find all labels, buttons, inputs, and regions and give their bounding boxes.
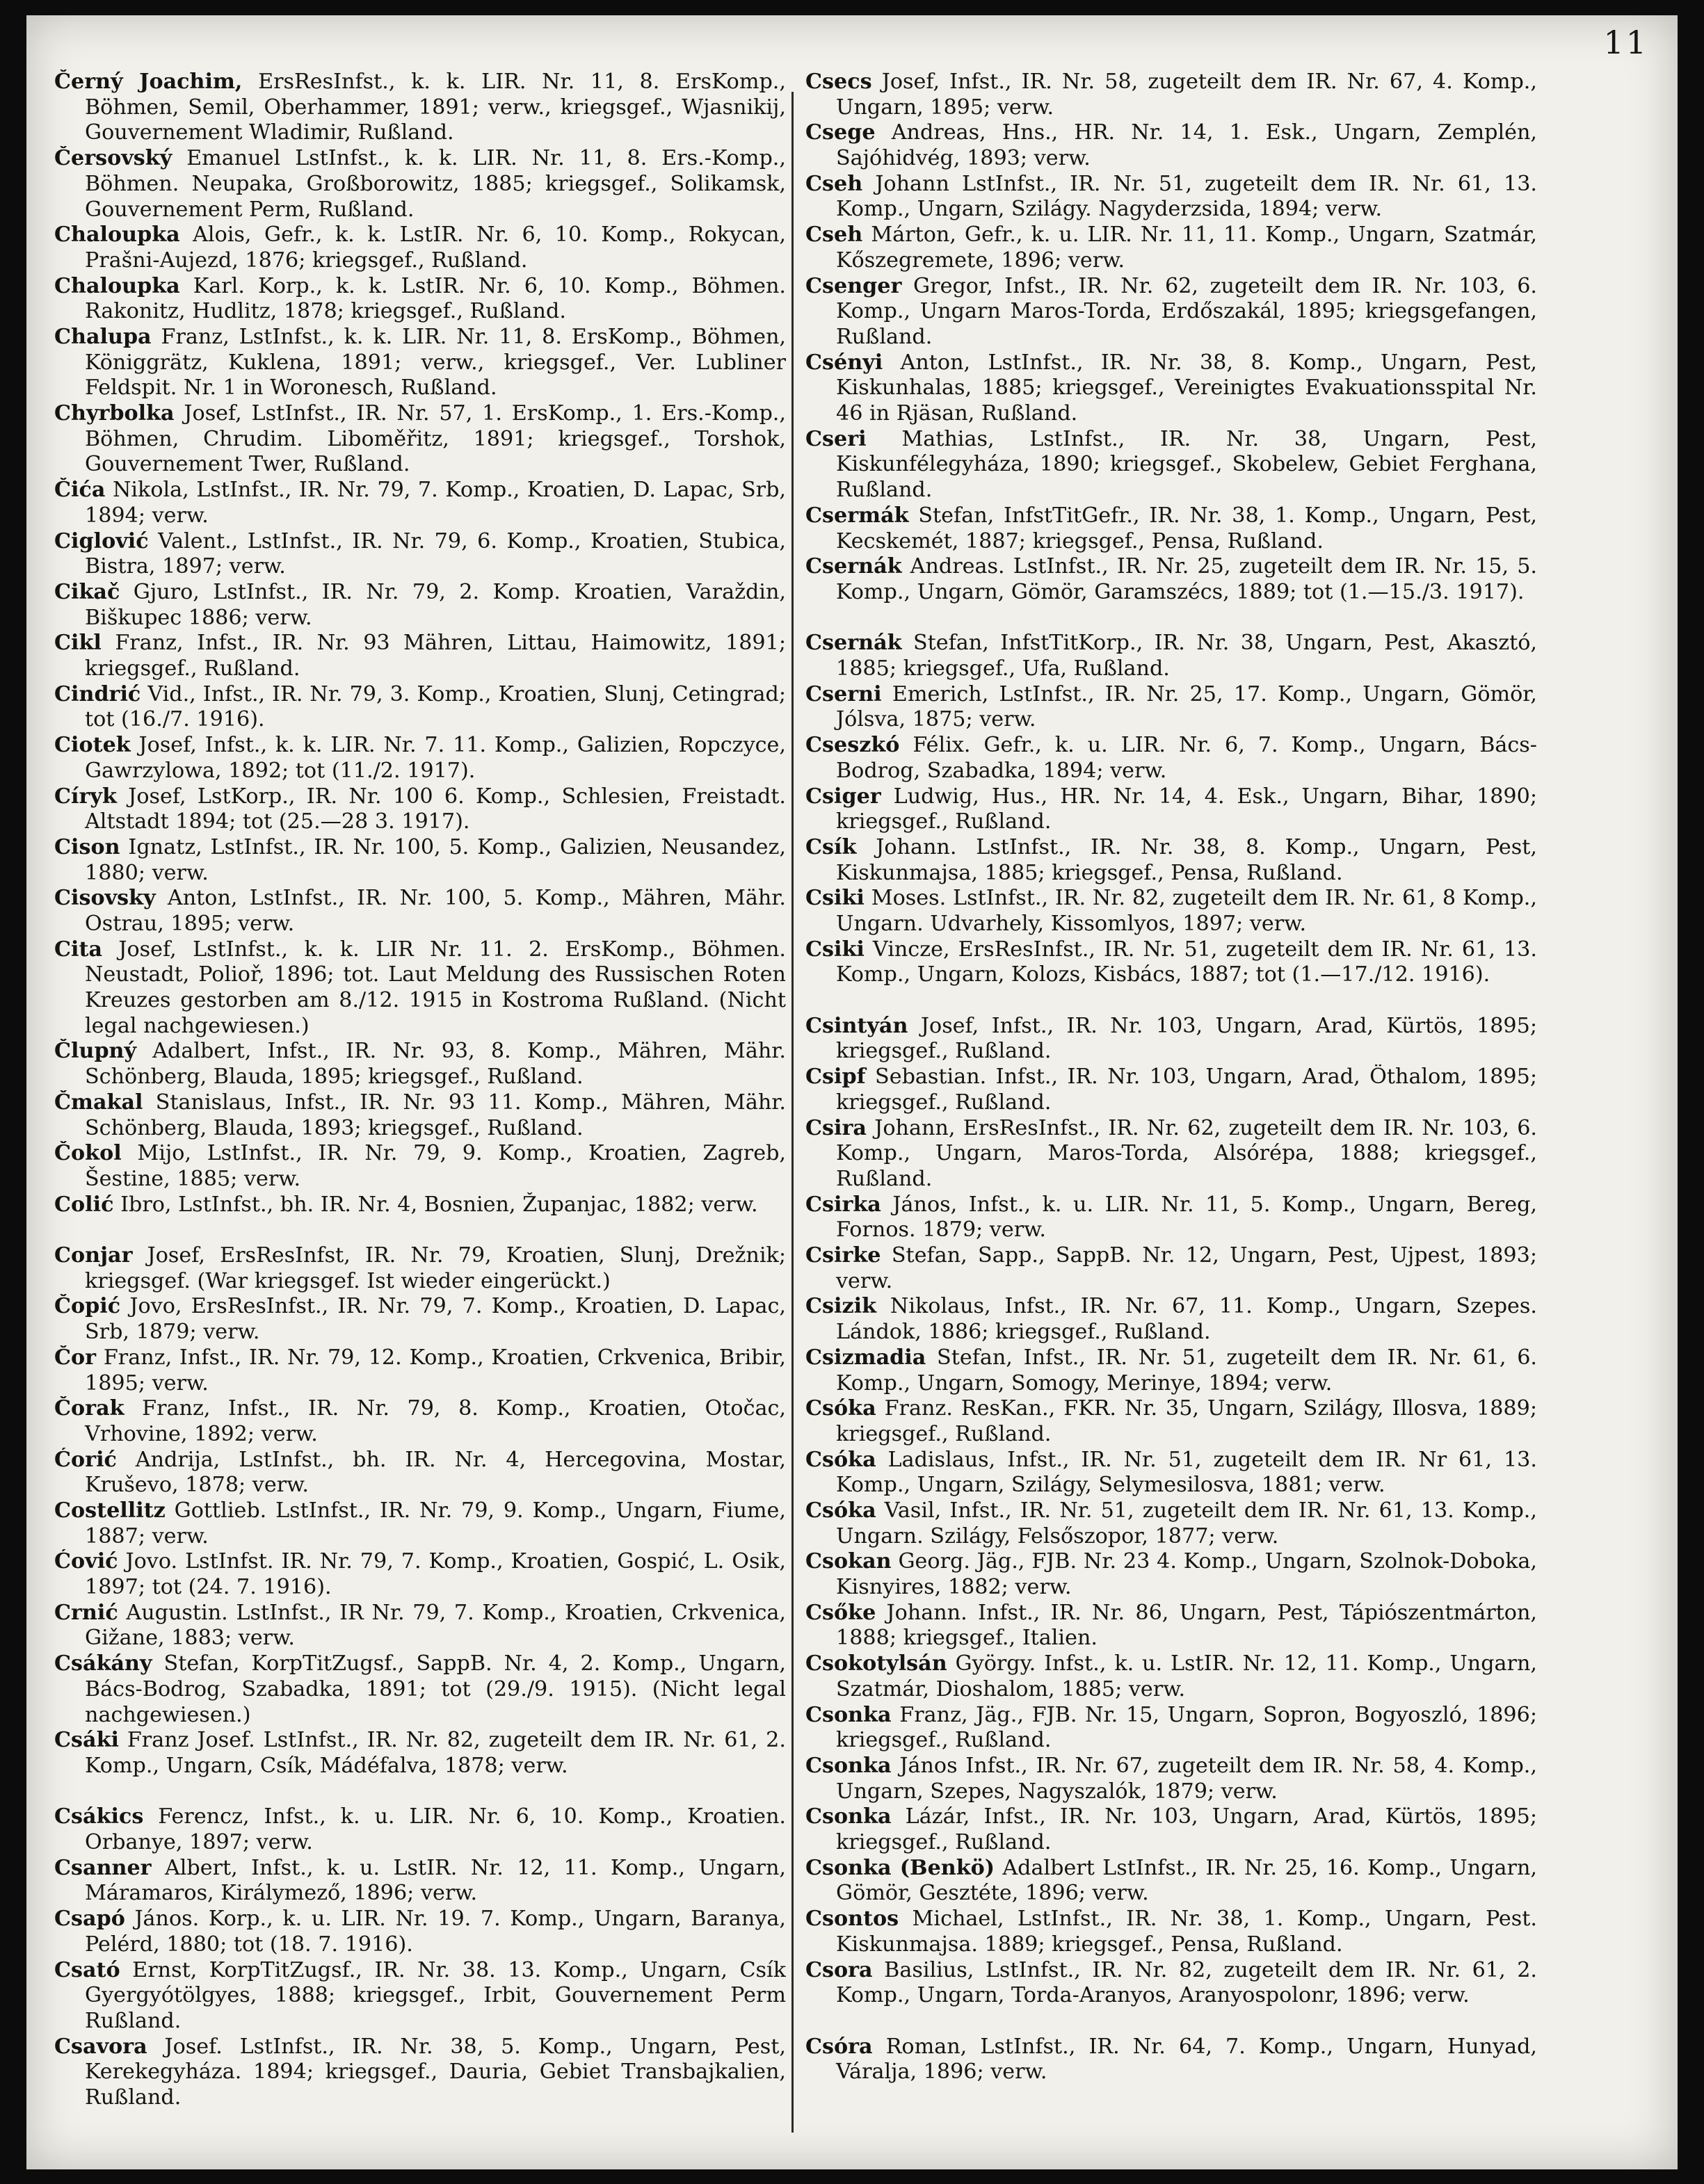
entry-details: Emerich, LstInfst., IR. Nr. 25, 17. Komp., Ungarn, Gömör, Jólsva, 1875; verw. [836,681,1537,732]
entry-details: Ladislaus, Infst., IR. Nr. 51, zugeteilt dem IR. Nr 61, 13. Komp., Ungarn, Szilágy, Selymesilosva, 1881; verw. [836,1447,1537,1498]
register-entry [805,682,1537,733]
register-entry [54,478,786,528]
entry-surname: Člupný [54,1039,137,1064]
entry-surname: Ćorić [54,1447,117,1472]
entry-details: Josef, Infst., k. k. LIR. Nr. 7. 11. Komp., Galizien, Ropczyce, Gawrzylowa, 1892; tot (11./2. 1917). [85,733,786,783]
entry-details: Johann. Infst., IR. Nr. 86, Ungarn, Pest, Tápiószentmárton, 1888; kriegsgef., Italien. [836,1600,1537,1651]
entry-surname: Čersovský [54,146,172,171]
entry-details: Franz, Infst., IR. Nr. 79, 8. Komp., Kroatien, Otočac, Vrhovine, 1892; verw. [85,1396,786,1446]
entry-surname: Csecs [805,70,872,94]
register-entry [54,1345,786,1396]
register-entry [54,1601,786,1651]
register-entry [54,631,786,681]
register-entry [805,1192,1537,1243]
entry-surname: Cikač [54,579,120,604]
entry-details: Vasil, Infst., IR. Nr. 51, zugeteilt dem IR. Nr. 61, 13. Komp., Ungarn. Szilágy, Felsőszopor, 1877; verw. [836,1498,1537,1548]
register-entry [805,350,1537,427]
entry-surname: Cseh [805,171,863,196]
entry-details: Nikola, LstInfst., IR. Nr. 79, 7. Komp., Kroatien, D. Lapac, Srb, 1894; verw. [85,478,786,528]
entry-surname: Čorak [54,1396,124,1421]
register-entry [54,146,786,223]
register-entry [805,1907,1537,1957]
entry-surname: Csonka (Benkö) [805,1855,995,1880]
entry-surname: Csőke [805,1600,876,1625]
entry-details: Ibro, LstInfst., bh. IR. Nr. 4, Bosnien, Županjac, 1882; verw. [113,1192,758,1217]
register-entry [54,733,786,784]
register-entry [54,325,786,401]
entry-surname: Csizmadia [805,1345,926,1370]
entry-surname: Ćović [54,1549,118,1574]
register-entry [805,1243,1537,1294]
entry-details: Mathias, LstInfst., IR. Nr. 38, Ungarn, Pest, Kiskunfélegyháza, 1890; kriegsgef., Skobelew, Gebiet Ferghana, Rußland. [836,426,1537,503]
register-entry [805,1958,1537,2035]
entry-surname: Cisovsky [54,886,156,911]
register-entry [805,172,1537,223]
entry-surname: Cseri [805,426,867,451]
register-entry [805,784,1537,835]
entry-surname: Csipf [805,1065,866,1090]
entry-surname: Csényi [805,350,883,375]
entry-surname: Cseszkó [805,733,900,758]
register-entry [54,1651,786,1728]
entry-surname: Čića [54,478,106,503]
register-entry [54,2035,786,2111]
entry-surname: Csóra [805,2034,873,2059]
entry-details: Stefan, Sapp., SappB. Nr. 12, Ungarn, Pest, Ujpest, 1893; verw. [836,1243,1537,1293]
register-entry [54,1958,786,2035]
entry-details: Karl. Korp., k. k. LstIR. Nr. 6, 10. Komp., Böhmen. Rakonitz, Hudlitz, 1878; kriegsgef., Rußland. [85,273,786,324]
register-entry [805,427,1537,503]
register-entry [805,503,1537,554]
register-entry [54,1192,786,1243]
register-entry [54,682,786,733]
entry-surname: Ciotek [54,733,131,758]
register-entry [54,1294,786,1345]
entry-details: Josef, Infst., IR. Nr. 58, zugeteilt dem IR. Nr. 67, 4. Komp., Ungarn, 1895; verw. [836,70,1537,120]
entry-details: Andreas. LstInfst., IR. Nr. 25, zugeteilt dem IR. Nr. 15, 5. Komp., Ungarn, Gömör, Garamszécs, 1889; tot (1.—15./3. 1917). [836,554,1537,604]
entry-surname: Csóka [805,1396,876,1421]
entry-details: Johann, ErsResInfst., IR. Nr. 62, zugeteilt dem IR. Nr. 103, 6. Komp., Ungarn, Maros-Torda, Alsórépa, 1888; kriegsgef., Rußland. [836,1115,1537,1191]
entry-surname: Csora [805,1957,873,1982]
entry-details: Josef, ErsResInfst, IR. Nr. 79, Kroatien, Slunj, Drežnik; kriegsgef. (War kriegsgef. Ist wieder eingerückt.) [85,1243,786,1293]
register-entry [805,2035,1537,2085]
register-entry [54,274,786,325]
document-page [26,15,1678,2169]
entry-details: Sebastian. Infst., IR. Nr. 103, Ungarn, Arad, Öthalom, 1895; kriegsgef., Rußland. [836,1065,1537,1115]
entry-details: Johann LstInfst., IR. Nr. 51, zugeteilt dem IR. Nr. 61, 13. Komp., Ungarn, Szilágy. Nagyderzsida, 1894; verw. [836,171,1537,222]
entry-surname: Csákány [54,1651,152,1676]
register-entry [54,1498,786,1549]
entry-details: Basilius, LstInfst., IR. Nr. 82, zugeteilt dem IR. Nr. 61, 2. Komp., Ungarn, Torda-Aranyos, Aranyospolonr, 1896; verw. [836,1957,1537,2008]
entry-details: Stefan, Infst., IR. Nr. 51, zugeteilt dem IR. Nr. 61, 6. Komp., Ungarn, Somogy, Merinye, 1894; verw. [836,1345,1537,1396]
entry-surname: Csernák [805,554,902,579]
right-column [805,70,1537,2085]
entry-details: Gottlieb. LstInfst., IR. Nr. 79, 9. Komp., Ungarn, Fiume, 1887; verw. [85,1498,786,1548]
entry-surname: Čokol [54,1141,122,1166]
register-entry [805,1448,1537,1498]
entry-surname: Csáki [54,1728,119,1753]
entry-details: Nikolaus, Infst., IR. Nr. 67, 11. Komp., Ungarn, Szepes. Lándok, 1886; kriegsgef., Rußland. [836,1294,1537,1345]
register-entry [805,1804,1537,1855]
register-entry [805,1065,1537,1115]
entry-surname: Csintyán [805,1013,908,1038]
register-entry [54,223,786,273]
entry-details: Adalbert, Infst., IR. Nr. 93, 8. Komp., Mähren, Mähr. Schönberg, Blauda, 1895; kriegsgef., Rußland. [85,1039,786,1090]
entry-details: György. Infst., k. u. LstIR. Nr. 12, 11. Komp., Ungarn, Szatmár, Dioshalom, 1885; verw. [836,1651,1537,1701]
entry-details: Vincze, ErsResInfst., IR. Nr. 51, zugeteilt dem IR. Nr. 61, 13. Komp., Ungarn, Kolozs, Kisbács, 1887; tot (1.—17./12. 1916). [836,937,1537,987]
entry-surname: Csanner [54,1855,152,1880]
entry-surname: Csonka [805,1702,892,1727]
register-entry [805,937,1537,1014]
entry-surname: Csermák [805,503,909,528]
register-entry [54,1243,786,1294]
entry-details: Albert, Infst., k. u. LstIR. Nr. 12, 11. Komp., Ungarn, Máramaros, Királymező, 1896; verw. [85,1855,786,1906]
entry-surname: Csenger [805,273,902,298]
register-entry [54,1549,786,1600]
entry-surname: Černý Joachim, [54,70,243,94]
entry-details: Franz, Infst., IR. Nr. 93 Mähren, Littau, Haimowitz, 1891; kriegsgef., Rußland. [85,631,786,681]
entry-surname: Csapó [54,1907,125,1932]
register-entry [805,1703,1537,1754]
register-entry [54,1728,786,1804]
entry-surname: Csonka [805,1753,892,1778]
register-entry [54,784,786,835]
register-entry [805,1116,1537,1192]
entry-surname: Csóka [805,1447,876,1472]
register-entry [805,1396,1537,1447]
register-entry [54,835,786,886]
entry-details: Stefan, InfstTitGefr., IR. Nr. 38, 1. Komp., Ungarn, Pest, Kecskemét, 1887; kriegsgef., Pensa, Rußland. [836,503,1537,553]
entry-details: János, Infst., k. u. LIR. Nr. 11, 5. Komp., Ungarn, Bereg, Fornos. 1879; verw. [836,1192,1537,1243]
register-entry [54,1448,786,1498]
entry-details: János Infst., IR. Nr. 67, zugeteilt dem IR. Nr. 58, 4. Komp., Ungarn, Szepes, Nagyszalók, 1879; verw. [836,1753,1537,1804]
entry-surname: Csirke [805,1243,881,1268]
entry-surname: Čor [54,1345,97,1370]
register-entry [54,937,786,1040]
register-entry [805,120,1537,171]
register-entry [805,835,1537,886]
register-entry [805,733,1537,784]
entry-details: Ferencz, Infst., k. u. LIR. Nr. 6, 10. Komp., Kroatien. Orbanye, 1897; verw. [85,1804,786,1855]
entry-surname: Cseh [805,223,863,248]
entry-details: Stefan, KorpTitZugsf., SappB. Nr. 4, 2. Komp., Ungarn, Bács-Bodrog, Szabadka, 1891; tot (29./9. 1915). (Nicht legal nachgewiesen.) [85,1651,786,1727]
register-entry [54,1090,786,1141]
entry-surname: Csóka [805,1498,876,1523]
entry-surname: Csira [805,1115,867,1140]
register-entry [54,1856,786,1907]
register-entry [54,1396,786,1447]
entry-details: Stefan, InfstTitKorp., IR. Nr. 38, Ungarn, Pest, Akasztó, 1885; kriegsgef., Ufa, Rußland. [836,631,1537,681]
entry-surname: Csiki [805,937,865,962]
entry-details: Andrija, LstInfst., bh. IR. Nr. 4, Hercegovina, Mostar, Kruševo, 1878; verw. [85,1447,786,1498]
entry-surname: Cserni [805,681,882,706]
entry-surname: Chyrbolka [54,401,175,426]
register-entry [54,1039,786,1090]
entry-details: Josef, LstInfst., k. k. LIR Nr. 11. 2. ErsKomp., Böhmen. Neustadt, Polioř, 1896; tot. Laut Meldung des Russischen Roten Kreuzes gestorben am 8./12. 1915 in Kostroma Rußland. (Nicht legal nachgewiesen.) [85,937,786,1038]
entry-details: Ernst, KorpTitZugsf., IR. Nr. 38. 13. Komp., Ungarn, Csík Gyergyótölgyes, 1888; kriegsgef., Irbit, Gouvernement Perm Rußland. [85,1957,786,2033]
entry-surname: Chaloupka [54,223,180,248]
entry-details: Adalbert LstInfst., IR. Nr. 25, 16. Komp., Ungarn, Gömör, Gesztéte, 1896; verw. [836,1855,1537,1906]
entry-details: Josef, LstInfst., IR. Nr. 57, 1. ErsKomp., 1. Ers.-Komp., Böhmen, Chrudim. Liboměřitz, 1891; kriegsgef., Torshok, Gouvernement Twer, Rußland. [85,401,786,477]
entry-details: Josef, Infst., IR. Nr. 103, Ungarn, Arad, Kürtös, 1895; kriegsgef., Rußland. [836,1013,1537,1064]
entry-details: Josef. LstInfst., IR. Nr. 38, 5. Komp., Ungarn, Pest, Kerekegyháza. 1894; kriegsgef., Dauria, Gebiet Transbajkalien, Rußland. [85,2034,786,2110]
register-entry [805,1651,1537,1702]
register-entry [805,1014,1537,1065]
entry-details: Jovo, ErsResInfst., IR. Nr. 79, 7. Komp., Kroatien, D. Lapac, Srb, 1879; verw. [85,1294,786,1345]
register-entry [805,1856,1537,1907]
entry-details: Jovo. LstInfst. IR. Nr. 79, 7. Komp., Kroatien, Gospić, L. Osik, 1897; tot (24. 7. 1916). [85,1549,786,1600]
entry-details: ErsResInfst., k. k. LIR. Nr. 11, 8. ErsKomp., Böhmen, Semil, Oberhammer, 1891; verw., kriegsgef., Wjasnikij, Gouvernement Wladimir, Rußland. [85,70,786,145]
register-entry [54,580,786,631]
entry-surname: Conjar [54,1243,133,1268]
entry-details: Ignatz, LstInfst., IR. Nr. 100, 5. Komp., Galizien, Neusandez, 1880; verw. [85,834,786,885]
entry-details: Anton, LstInfst., IR. Nr. 100, 5. Komp., Mähren, Mähr. Ostrau, 1895; verw. [85,886,786,936]
column-divider [791,92,794,2133]
entry-surname: Ciglović [54,528,149,553]
register-entry [805,554,1537,631]
entry-details: Gregor, Infst., IR. Nr. 62, zugeteilt dem IR. Nr. 103, 6. Komp., Ungarn Maros-Torda, Erdőszakál, 1895; kriegsgefangen, Rußland. [836,273,1537,349]
entry-surname: Csavora [54,2034,147,2059]
entry-details: Valent., LstInfst., IR. Nr. 79, 6. Komp., Kroatien, Stubica, Bistra, 1897; verw. [85,528,786,579]
entry-surname: Csiger [805,784,881,809]
entry-surname: Čmakal [54,1090,143,1115]
entry-surname: Costellitz [54,1498,166,1523]
entry-details: Félix. Gefr., k. u. LIR. Nr. 6, 7. Komp., Ungarn, Bács-Bodrog, Szabadka, 1894; verw. [836,733,1537,783]
entry-details: Mijo, LstInfst., IR. Nr. 79, 9. Komp., Kroatien, Zagreb, Šestine, 1885; verw. [85,1141,786,1191]
register-entry [805,631,1537,681]
register-entry [54,529,786,580]
register-entry [805,1498,1537,1549]
entry-details: Franz Josef. LstInfst., IR. Nr. 82, zugeteilt dem IR. Nr. 61, 2. Komp., Ungarn, Csík, Mádéfalva, 1878; verw. [85,1728,786,1778]
entry-details: Josef, LstKorp., IR. Nr. 100 6. Komp., Schlesien, Freistadt. Altstadt 1894; tot (25.—28 3. 1917). [85,784,786,834]
register-entry [805,1601,1537,1651]
entry-surname: Čopić [54,1294,121,1319]
register-entry [54,886,786,937]
entry-surname: Csonka [805,1804,892,1829]
entry-details: Andreas, Hns., HR. Nr. 14, 1. Esk., Ungarn, Zemplén, Sajóhidvég, 1893; verw. [836,120,1537,171]
entry-surname: Csirka [805,1192,881,1217]
entry-details: János. Korp., k. u. LIR. Nr. 19. 7. Komp., Ungarn, Baranya, Pelérd, 1880; tot (18. 7. 1916). [85,1907,786,1957]
entry-details: Márton, Gefr., k. u. LIR. Nr. 11, 11. Komp., Ungarn, Szatmár, Kőszegremete, 1896; verw. [836,223,1537,273]
entry-surname: Csege [805,120,876,145]
entry-surname: Csernák [805,631,902,656]
entry-surname: Csík [805,834,857,859]
entry-details: Johann. LstInfst., IR. Nr. 38, 8. Komp., Ungarn, Pest, Kiskunmajsa, 1885; kriegsgef., Pensa, Rußland. [836,834,1537,885]
entry-surname: Cita [54,937,102,962]
register-entry [54,1804,786,1855]
register-entry [805,886,1537,937]
entry-details: Ludwig, Hus., HR. Nr. 14, 4. Esk., Ungarn, Bihar, 1890; kriegsgef., Rußland. [836,784,1537,834]
left-column [54,70,786,2111]
entry-surname: Csokan [805,1549,892,1574]
entry-surname: Csizik [805,1294,877,1319]
entry-details: Lázár, Infst., IR. Nr. 103, Ungarn, Arad, Kürtös, 1895; kriegsgef., Rußland. [836,1804,1537,1855]
entry-details: Franz, Infst., IR. Nr. 79, 12. Komp., Kroatien, Crkvenica, Bribir, 1895; verw. [85,1345,786,1396]
entry-details: Vid., Infst., IR. Nr. 79, 3. Komp., Kroatien, Slunj, Cetingrad; tot (16./7. 1916). [85,681,786,732]
entry-details: Franz, Jäg., FJB. Nr. 15, Ungarn, Sopron, Bogyoszló, 1896; kriegsgef., Rußland. [836,1702,1537,1753]
entry-surname: Chalupa [54,324,152,349]
entry-surname: Csákics [54,1804,144,1829]
entry-details: Gjuro, LstInfst., IR. Nr. 79, 2. Komp. Kroatien, Varaždin, Biškupec 1886; verw. [85,579,786,630]
entry-details: Emanuel LstInfst., k. k. LIR. Nr. 11, 8. Ers.-Komp., Böhmen. Neupaka, Großborowitz, 1885; kriegsgef., Solikamsk, Gouvernement Perm, Rußland. [85,146,786,222]
entry-details: Franz, LstInfst., k. k. LIR. Nr. 11, 8. ErsKomp., Böhmen, Königgrätz, Kuklena, 1891; verw., kriegsgef., Ver. Lubliner Feldspit. Nr. 1 in Woronesch, Rußland. [85,324,786,401]
page-number: 11 [1603,24,1648,61]
register-entry [805,1345,1537,1396]
entry-surname: Cison [54,834,120,859]
register-entry [54,1907,786,1957]
entry-details: Augustin. LstInfst., IR Nr. 79, 7. Komp., Kroatien, Crkvenica, Gižane, 1883; verw. [85,1600,786,1651]
entry-surname: Cindrić [54,681,141,706]
register-entry [805,274,1537,350]
register-entry [805,70,1537,120]
entry-details: Stanislaus, Infst., IR. Nr. 93 11. Komp., Mähren, Mähr. Schönberg, Blauda, 1893; kriegsgef., Rußland. [85,1090,786,1140]
entry-surname: Chaloupka [54,273,180,298]
register-entry [54,401,786,478]
register-entry [805,1294,1537,1345]
entry-surname: Csokotylsán [805,1651,947,1676]
entry-details: Anton, LstInfst., IR. Nr. 38, 8. Komp., Ungarn, Pest, Kiskunhalas, 1885; kriegsgef., Vereinigtes Evakuationsspital Nr. 46 in Rjäsan, Rußland. [836,350,1537,426]
entry-details: Georg. Jäg., FJB. Nr. 23 4. Komp., Ungarn, Szolnok-Doboka, Kisnyires, 1882; verw. [836,1549,1537,1600]
register-entry [805,1754,1537,1804]
entry-surname: Csiki [805,886,865,911]
entry-details: Moses. LstInfst., IR. Nr. 82, zugeteilt dem IR. Nr. 61, 8 Komp., Ungarn. Udvarhely, Kissomlyos, 1897; verw. [836,886,1537,936]
entry-surname: Csató [54,1957,120,1982]
entry-details: Michael, LstInfst., IR. Nr. 38, 1. Komp., Ungarn, Pest. Kiskunmajsa. 1889; kriegsgef., Pensa, Rußland. [836,1907,1537,1957]
entry-details: Roman, LstInfst., IR. Nr. 64, 7. Komp., Ungarn, Hunyad, Váralja, 1896; verw. [836,2034,1537,2085]
entry-details: Alois, Gefr., k. k. LstIR. Nr. 6, 10. Komp., Rokycan, Prašni-Aujezd, 1876; kriegsgef., Rußland. [85,223,786,273]
entry-surname: Cikl [54,631,102,656]
entry-surname: Csontos [805,1907,899,1932]
register-entry [805,1549,1537,1600]
entry-surname: Colić [54,1192,114,1217]
entry-details: Franz. ResKan., FKR. Nr. 35, Ungarn, Szilágy, Illosva, 1889; kriegsgef., Rußland. [836,1396,1537,1446]
register-entry [54,70,786,146]
register-entry [805,223,1537,273]
register-entry [54,1141,786,1192]
entry-surname: Círyk [54,784,117,809]
entry-surname: Crnić [54,1600,118,1625]
